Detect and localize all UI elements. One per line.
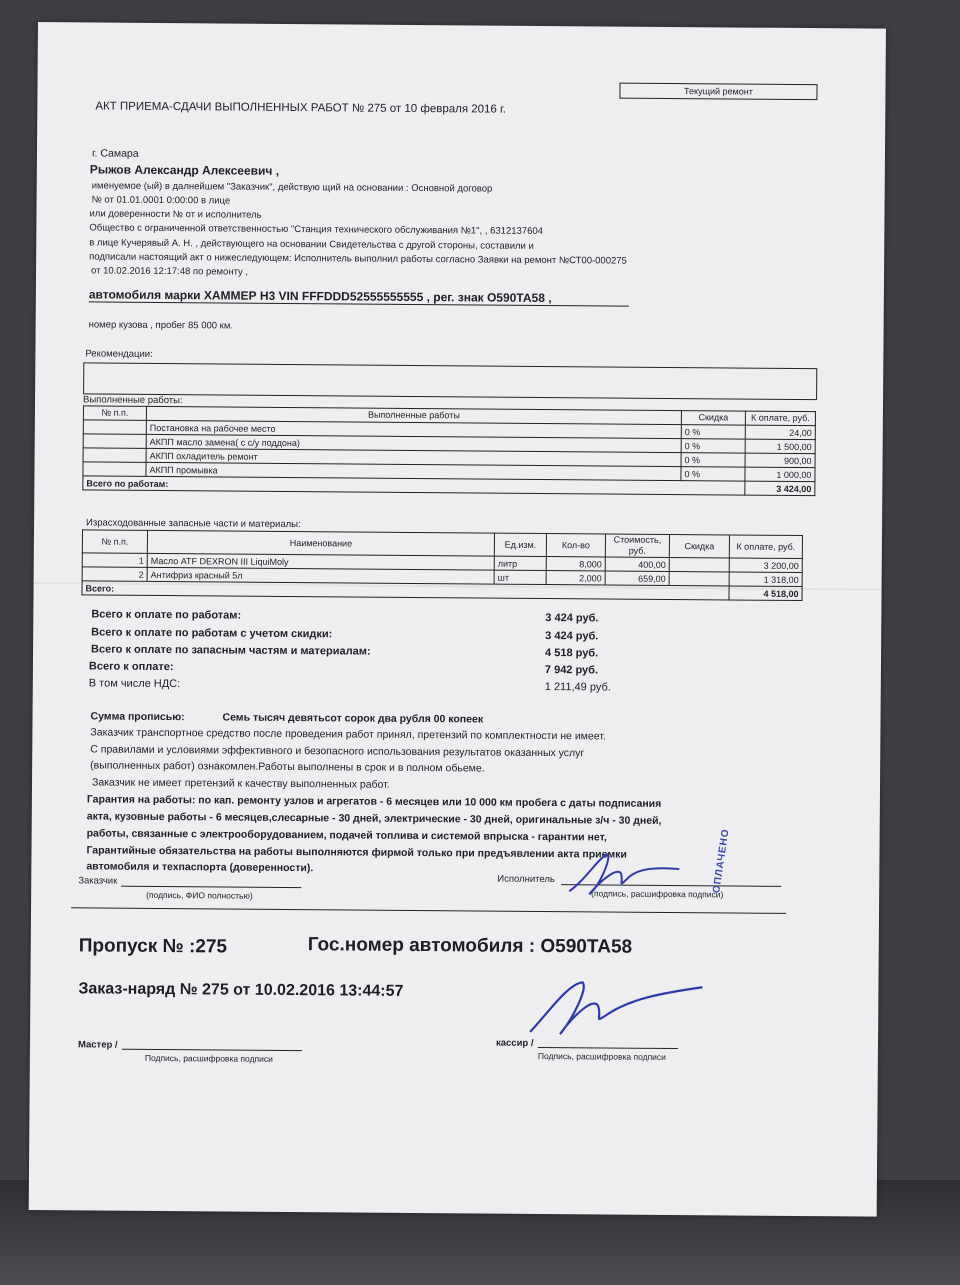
order-number: Заказ-наряд № 275 от 10.02.2016 13:44:57 [78, 980, 404, 1000]
contract-line: именуемое (ый) в далнейшем "Заказчик", действую щий на основании : Основной договор [91, 180, 493, 195]
executor-sign-hint: (подпись, расшифровка подписи) [591, 888, 724, 900]
note-line: С правилами и условиями эффективного и безопасного использования результатов оказанных услуг [90, 743, 585, 760]
cut-line [71, 907, 786, 914]
words-value: Семь тысяч девятьсот сорок два рубля 00 копеек [222, 711, 484, 726]
part-qty: 2,000 [546, 571, 605, 585]
work-name: АКПП масло замена( с с/у поддона) [146, 434, 681, 452]
part-no: 2 [82, 567, 147, 582]
summary-value: 4 518 руб. [545, 647, 599, 660]
parts-table [81, 529, 802, 601]
work-amount: 1 000,00 [745, 467, 815, 482]
contract-line: в лице Кучерявый А. Н. , действующего на основании Свидетельства с другой стороны, составили и [89, 237, 534, 252]
summary-value: 3 424 руб. [545, 612, 599, 625]
total-value: 3 424,00 [745, 481, 815, 496]
executor-signature [559, 846, 699, 907]
document-title: АКТ ПРИЕМА-СДАЧИ ВЫПОЛНЕННЫХ РАБОТ № 275 от 10 февраля 2016 г. [95, 100, 507, 116]
contract-line: Общество с ограниченной ответственностью "Станция технического обслуживания №1", , 6312137604 [89, 222, 544, 237]
parts-label: Израсходованные запасные части и материалы: [86, 517, 301, 531]
pass-number: Пропуск № :275 [78, 935, 228, 958]
part-amount: 3 200,00 [729, 558, 802, 573]
summary-label: Всего к оплате по запасным частям и материалам: [91, 643, 371, 658]
col-header: Кол-во [546, 534, 605, 557]
col-header: Стоимость, руб. [605, 534, 669, 558]
cashier-sign-line [538, 1047, 678, 1049]
cashier-sign-hint: Подпись, расшифровка подписи [537, 1050, 666, 1062]
col-header: Выполненные работы [146, 406, 681, 424]
contract-line: № от 01.01.0001 0:00:00 в лице [91, 194, 231, 207]
executor-sign-label: Исполнитель [497, 873, 555, 886]
col-header: К оплате, руб. [745, 411, 815, 426]
paid-stamp: ОПЛАЧЕНО [711, 827, 732, 894]
work-name: АКПП промывка [146, 462, 681, 480]
col-header: № п.п. [82, 530, 147, 554]
customer-sign-label: Заказчик [78, 875, 118, 887]
summary-value: 1 211,49 руб. [544, 681, 611, 694]
master-sign-line [122, 1049, 302, 1051]
work-name: Постановка на рабочее место [146, 420, 681, 438]
part-discount [669, 571, 729, 585]
city: г. Самара [91, 147, 139, 160]
col-header: № п.п. [83, 406, 146, 420]
work-name: АКПП охладитель ремонт [146, 448, 681, 466]
note-line: Заказчик транспортное средство после проведения работ принял, претензий по комплектности не имеет. [90, 726, 606, 743]
col-header: Наименование [147, 530, 494, 556]
contract-line: от 10.02.2016 12:17:48 по ремонту , [91, 265, 249, 278]
customer-sign-line [121, 886, 301, 888]
vehicle-line: автомобиля марки ХАММЕР H3 VIN FFFDDD52555555555 , рег. знак О590ТА58 , [88, 287, 552, 306]
customer-name: Рыжов Александр Алексеевич , [89, 162, 280, 178]
words-label: Сумма прописью: [90, 710, 185, 724]
summary-label: Всего к оплате по работам с учетом скидки: [91, 626, 333, 641]
master-sign-hint: Подпись, расшифровка подписи [144, 1052, 273, 1064]
warranty-line: автомобиля и техпаспорта (доверенности). [86, 860, 314, 875]
warranty-line: Гарантийные обязательства на работы выполняются фирмой только при предъявлении акта приемки [86, 844, 627, 861]
part-name: Антифриз красный 5л [147, 567, 494, 584]
summary-label: Всего к оплате: [88, 660, 174, 674]
part-price: 659,00 [605, 571, 669, 586]
part-discount [669, 557, 729, 571]
total-value: 4 518,00 [729, 586, 802, 601]
master-label: Мастер / [77, 1039, 118, 1051]
part-unit: литр [494, 556, 546, 570]
cashier-label: кассир / [495, 1037, 534, 1049]
document-sheet [29, 22, 886, 1217]
part-no: 1 [82, 553, 147, 568]
work-discount: 0 % [681, 439, 745, 454]
work-discount: 0 % [681, 453, 745, 468]
recommendations-label: Рекомендации: [85, 348, 153, 360]
part-unit: шт [494, 570, 546, 584]
part-price: 400,00 [605, 557, 669, 572]
col-header: Скидка [669, 534, 729, 557]
status-box: Текущий ремонт [619, 83, 817, 101]
note-line: Заказчик не имеет претензий к качеству выполненных работ. [91, 776, 390, 791]
gos-number: Гос.номер автомобиля : О590ТА58 [307, 934, 633, 958]
cashier-signature [522, 974, 713, 1045]
total-label: Всего по работам: [83, 476, 745, 495]
customer-sign-hint: (подпись, ФИО полностью) [146, 889, 253, 901]
part-qty: 8,000 [546, 557, 605, 571]
summary-label: Всего к оплате по работам: [91, 608, 242, 622]
col-header: Ед.изм. [494, 533, 546, 556]
part-amount: 1 318,00 [729, 572, 802, 587]
summary-value: 3 424 руб. [545, 630, 599, 643]
warranty-line: акта, кузовные работы - 6 месяцев,слесарные - 30 дней, электрические - 30 дней, оригинальные з/ч - 30 дней, [86, 810, 662, 827]
work-amount: 1 500,00 [745, 439, 815, 454]
total-label: Всего: [82, 581, 729, 600]
body-mileage: номер кузова , пробег 85 000 км. [88, 319, 234, 332]
works-label: Выполненные работы: [82, 394, 183, 407]
warranty-line: работы, связанные с электрооборудованием, подачей топлива и системой впрыска - гарантии нет, [86, 827, 607, 844]
work-discount: 0 % [681, 425, 745, 440]
contract-line: подписали настоящий акт о нижеследующем: Исполнитель выполнил работы согласно Заявки на ремонт №СТ00-000275 [89, 251, 627, 267]
recommendations-box [83, 362, 817, 400]
work-amount: 900,00 [745, 453, 815, 468]
col-header: К оплате, руб. [729, 535, 802, 559]
work-discount: 0 % [681, 467, 745, 482]
works-table [82, 405, 816, 496]
summary-label: В том числе НДС: [88, 677, 181, 691]
col-header: Скидка [681, 411, 745, 426]
part-name: Масло ATF DEXRON III LiquiMoly [147, 553, 494, 570]
warranty-line: Гарантия на работы: по кап. ремонту узлов и агрегатов - 6 месяцев или 10 000 км пробега с даты подписания [86, 793, 662, 810]
summary-value: 7 942 руб. [544, 664, 599, 677]
work-amount: 24,00 [745, 425, 815, 440]
note-line: (выполненных работ) ознакомлен.Работы выполнены в срок и в полном обьеме. [90, 759, 485, 775]
contract-line: или доверенности № от и исполнитель [89, 208, 262, 221]
